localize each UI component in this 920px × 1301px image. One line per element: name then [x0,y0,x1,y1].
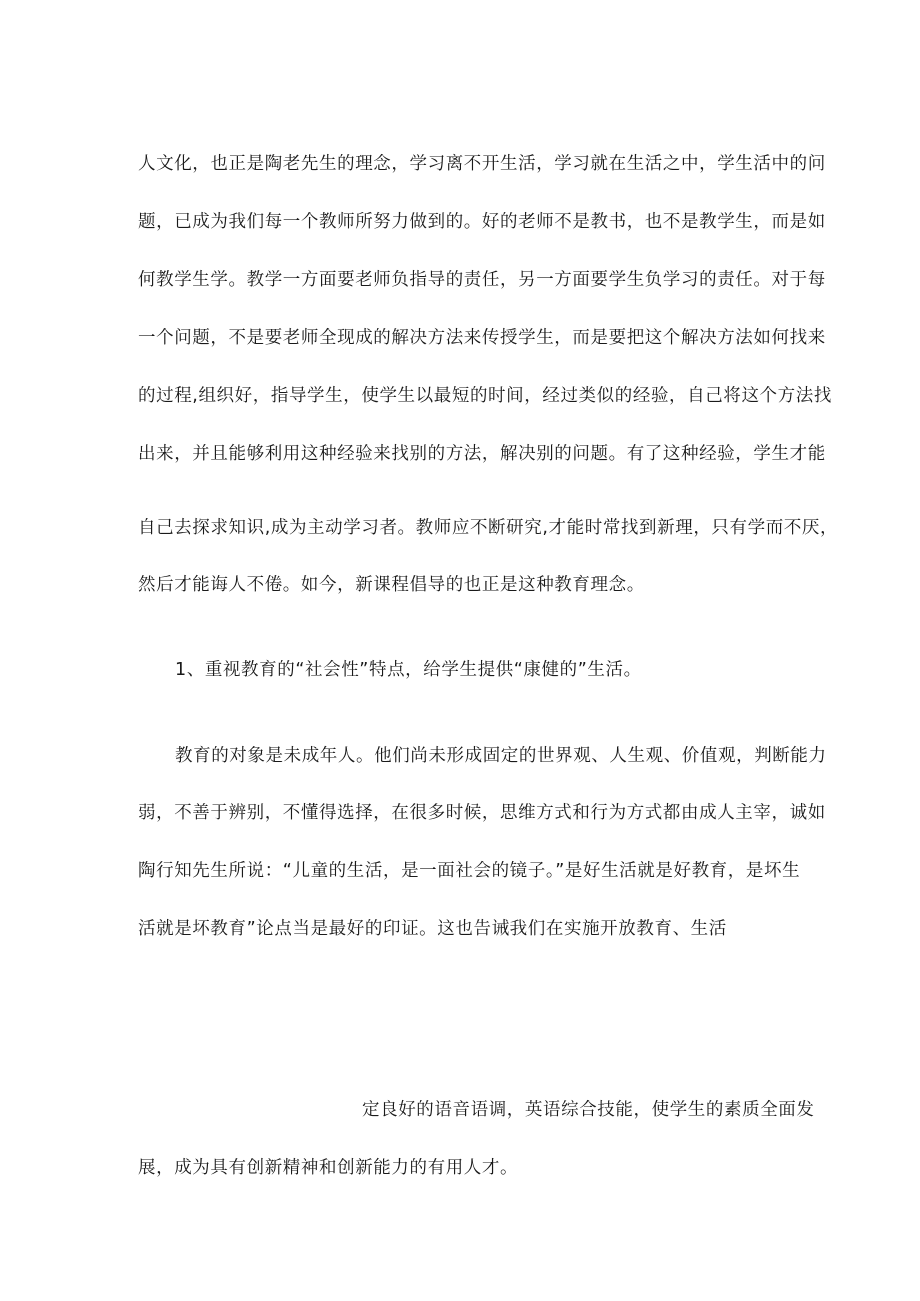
paragraph-1-line-5: 的过程,组织好，指导学生，使学生以最短的时间，经过类似的经验，自己将这个方法找 [138,386,832,406]
paragraph-2-line-2: 弱，不善于辨别，不懂得选择，在很多时候，思维方式和行为方式都由成人主宰，诚如 [138,803,826,823]
paragraph-2-line-1: 教育的对象是未成年人。他们尚未形成固定的世界观、人生观、价值观，判断能力 [175,746,827,766]
paragraph-1-line-2: 题，已成为我们每一个教师所努力做到的。好的老师不是教书，也不是教学生，而是如 [138,212,826,232]
paragraph-1-line-3: 何教学生学。教学一方面要老师负指导的责任，另一方面要学生负学习的责任。对于每 [138,270,826,290]
section-heading: 1、重视教育的“社会性”特点，给学生提供“康健的”生活。 [175,660,642,680]
paragraph-1-line-7: 自己去探求知识,成为主动学习者。教师应不断研究,才能时常找到新理，只有学而不厌， [138,518,839,538]
paragraph-2-line-4: 活就是坏教育”论点当是最好的印证。这也告诫我们在实施开放教育、生活 [138,919,727,939]
paragraph-1-line-8: 然后才能诲人不倦。如今，新课程倡导的也正是这种教育理念。 [138,575,645,595]
paragraph-1-line-4: 一个问题，不是要老师全现成的解决方法来传授学生，而是要把这个解决方法如何找来 [138,328,826,348]
paragraph-3-line-2: 展，成为具有创新精神和创新能力的有用人才。 [138,1158,519,1178]
paragraph-2-line-3: 陶行知先生所说：“儿童的生活，是一面社会的镜子。”是好生活就是好教育，是坏生 [138,861,801,881]
paragraph-3-line-1: 定良好的语音语调，英语综合技能，使学生的素质全面发 [362,1100,815,1120]
paragraph-1-line-6: 出来，并且能够利用这种经验来找别的方法，解决别的问题。有了这种经验，学生才能 [138,444,826,464]
paragraph-1-line-1: 人文化，也正是陶老先生的理念，学习离不开生活，学习就在生活之中，学生活中的问 [138,154,826,174]
